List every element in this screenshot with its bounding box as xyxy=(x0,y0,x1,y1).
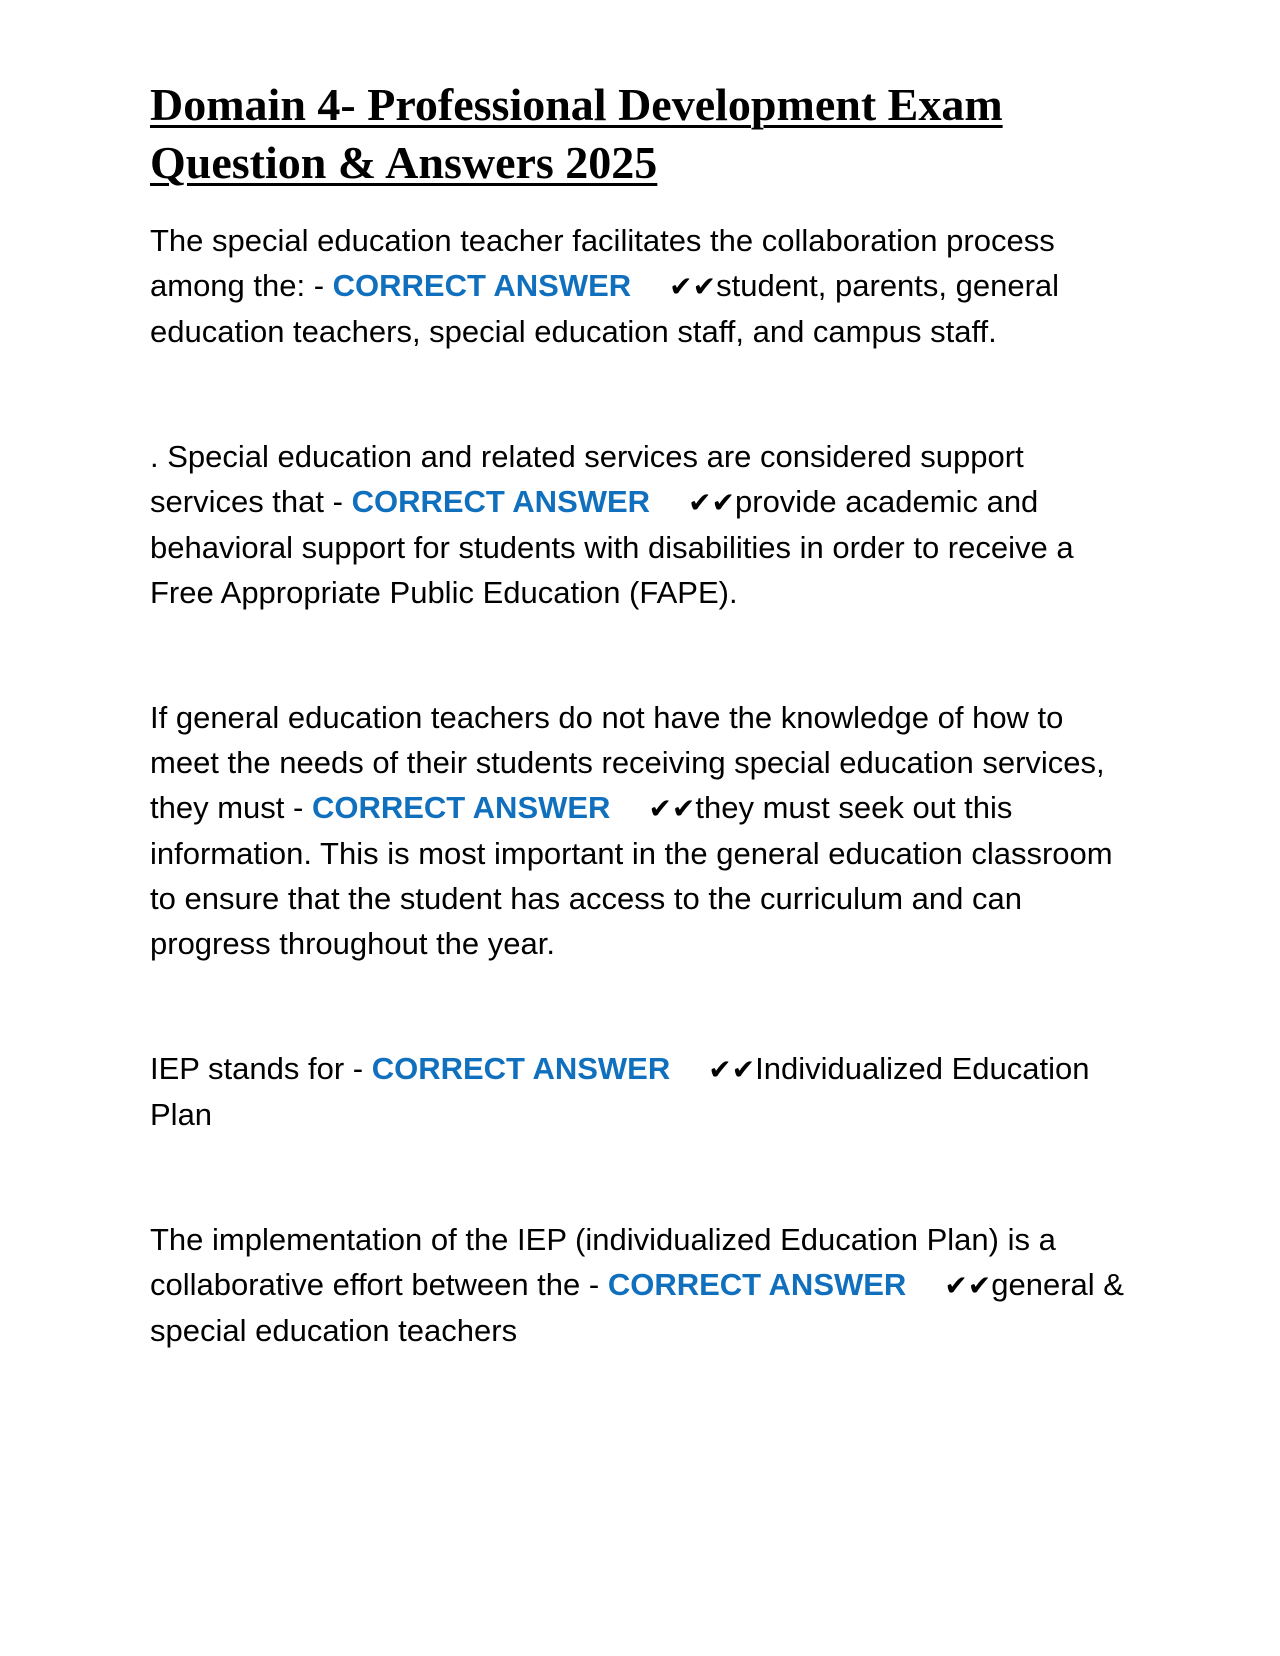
qa-item-1 xyxy=(150,218,1140,354)
qa-item-2 xyxy=(150,434,1140,615)
correct-answer-label: CORRECT ANSWER xyxy=(332,268,632,303)
check-mark-icon: ✔✔ xyxy=(688,486,735,519)
answer-text: they must seek out this information. This is most important in the general education classroom to ensure that the student has access to the curriculum and can progress throughout the year. xyxy=(150,790,1113,961)
correct-answer-label: CORRECT ANSWER xyxy=(311,790,611,825)
correct-answer-label: CORRECT ANSWER xyxy=(351,484,651,519)
document-content xyxy=(150,76,1140,1433)
check-mark-icon: ✔✔ xyxy=(648,792,696,825)
answer-text: student, parents, general education teachers, special education staff, and campus staff. xyxy=(150,268,1060,349)
answer-text: Individualized Education Plan xyxy=(150,1051,1090,1132)
qa-item-5 xyxy=(150,1217,1140,1353)
answer-text: general & special education teachers xyxy=(150,1267,1124,1348)
correct-answer-label: CORRECT ANSWER xyxy=(607,1267,907,1302)
correct-answer-label: CORRECT ANSWER xyxy=(371,1051,671,1086)
check-mark-icon: ✔✔ xyxy=(669,270,717,303)
qa-item-3 xyxy=(150,695,1140,966)
question-text: The implementation of the IEP (individualized Education Plan) is a collaborative effort between the - xyxy=(150,1222,1056,1302)
document-title: Domain 4- Professional Development Exam Question & Answers 2025 xyxy=(150,79,1003,188)
question-text: The special education teacher facilitates the collaboration process among the: - xyxy=(150,223,1055,303)
check-mark-icon: ✔✔ xyxy=(708,1053,756,1086)
check-mark-icon: ✔✔ xyxy=(944,1269,992,1302)
qa-item-4 xyxy=(150,1046,1140,1137)
answer-text: provide academic and behavioral support for students with disabilities in order to receive a Free Appropriate Public Education (FAPE). xyxy=(150,484,1074,610)
question-text: IEP stands for - xyxy=(150,1051,372,1086)
question-text: If general education teachers do not have the knowledge of how to meet the needs of their students receiving special education services, they must - xyxy=(150,700,1105,825)
question-text: . Special education and related services are considered support services that - xyxy=(150,439,1024,519)
